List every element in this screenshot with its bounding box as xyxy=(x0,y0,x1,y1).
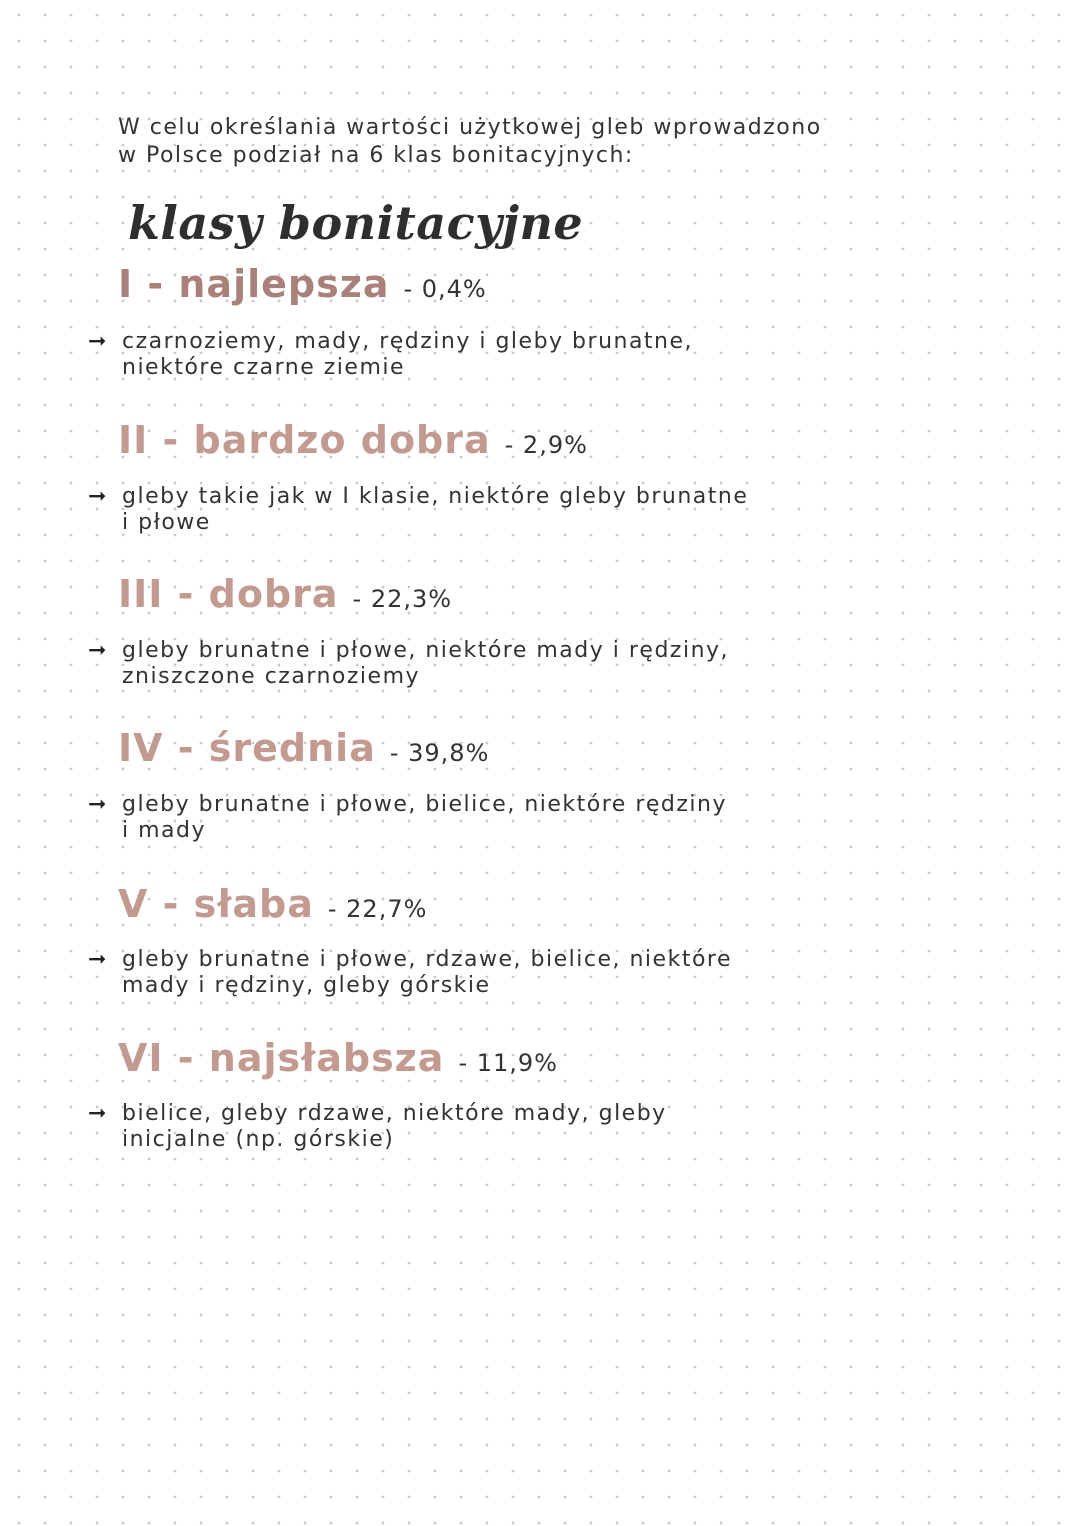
class-desc-6-line-2: inicjalne (np. górskie) xyxy=(122,1127,395,1152)
class-name-6: VI - najsłabsza xyxy=(118,1036,445,1080)
class-desc-2-line-2: i płowe xyxy=(122,510,211,535)
class-description-4 xyxy=(88,792,988,844)
intro-text xyxy=(118,114,1018,170)
class-name-5: V - słaba xyxy=(118,882,314,926)
class-heading-2 xyxy=(118,418,588,462)
class-desc-1-line-1: czarnoziemy, mady, rędziny i gleby brunatne, xyxy=(122,329,694,354)
class-percent-1: - 0,4% xyxy=(403,275,487,303)
intro-line-1: W celu określania wartości użytkowej gleb wprowadzono xyxy=(118,115,822,140)
intro-line-2: w Polsce podział na 6 klas bonitacyjnych: xyxy=(118,143,634,168)
class-desc-5-line-2: mady i rędziny, gleby górskie xyxy=(122,973,491,998)
class-desc-2-line-1: gleby takie jak w I klasie, niektóre gleby brunatne xyxy=(122,484,749,509)
class-name-2: II - bardzo dobra xyxy=(118,418,491,462)
arrow-right-icon: ➞ xyxy=(88,638,108,663)
class-desc-3-line-2: zniszczone czarnoziemy xyxy=(122,664,421,689)
class-heading-6 xyxy=(118,1036,558,1080)
class-heading-4 xyxy=(118,726,489,770)
class-heading-1 xyxy=(118,262,487,306)
class-description-6 xyxy=(88,1101,988,1153)
class-percent-5: - 22,7% xyxy=(327,895,428,923)
class-heading-5 xyxy=(118,882,427,926)
arrow-right-icon: ➞ xyxy=(88,329,108,354)
class-percent-2: - 2,9% xyxy=(504,431,588,459)
class-description-1 xyxy=(88,329,988,381)
arrow-right-icon: ➞ xyxy=(88,792,108,817)
class-name-1: I - najlepsza xyxy=(118,262,390,306)
class-percent-3: - 22,3% xyxy=(352,585,453,613)
class-desc-5-line-1: gleby brunatne i płowe, rdzawe, bielice, niektóre xyxy=(122,947,732,972)
class-name-3: III - dobra xyxy=(118,572,339,616)
class-description-2 xyxy=(88,484,988,536)
class-desc-1-line-2: niektóre czarne ziemie xyxy=(122,355,406,380)
class-desc-4-line-2: i mady xyxy=(122,818,207,843)
class-heading-3 xyxy=(118,572,452,616)
class-percent-6: - 11,9% xyxy=(458,1049,558,1077)
class-percent-4: - 39,8% xyxy=(389,739,490,767)
arrow-right-icon: ➞ xyxy=(88,484,108,509)
class-description-5 xyxy=(88,947,988,999)
arrow-right-icon: ➞ xyxy=(88,947,108,972)
class-desc-3-line-1: gleby brunatne i płowe, niektóre mady i rędziny, xyxy=(122,638,730,663)
page-title: klasy bonitacyjne xyxy=(128,196,584,250)
class-description-3 xyxy=(88,638,988,690)
arrow-right-icon: ➞ xyxy=(88,1101,108,1126)
class-desc-6-line-1: bielice, gleby rdzawe, niektóre mady, gleby xyxy=(122,1101,667,1126)
class-name-4: IV - średnia xyxy=(118,726,376,770)
class-desc-4-line-1: gleby brunatne i płowe, bielice, niektóre rędziny xyxy=(122,792,727,817)
